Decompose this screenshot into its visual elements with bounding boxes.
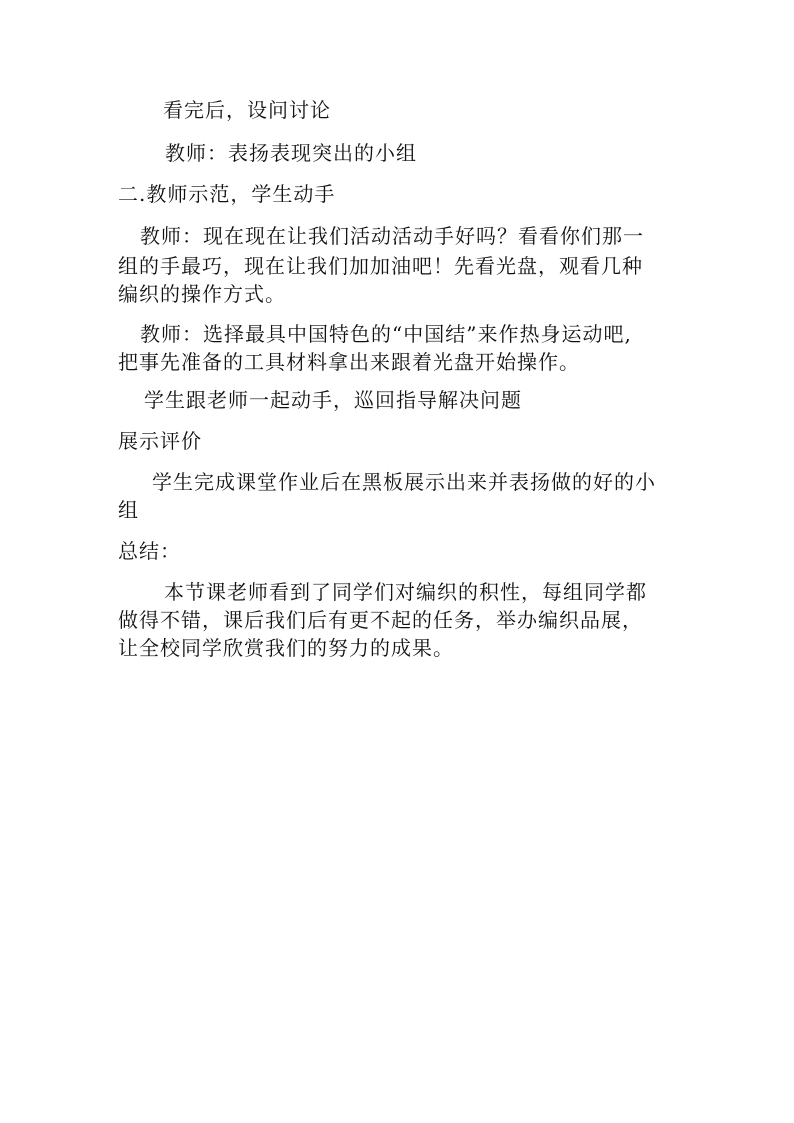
paragraph-line: 学生完成课堂作业后在黑板展示出来并表扬做的好的小 <box>152 470 656 494</box>
paragraph-line: 把事先准备的工具材料拿出来跟着光盘开始操作。 <box>118 350 580 374</box>
paragraph-line: 做得不错，课后我们后有更不起的任务，举办编织品展， <box>118 608 643 632</box>
section-heading: 总结： <box>118 539 181 563</box>
section-heading: 二.教师示范，学生动手 <box>118 182 336 206</box>
paragraph-line: 学生跟老师一起动手，巡回指导解决问题 <box>144 388 522 412</box>
paragraph-line: 组 <box>118 498 139 522</box>
paragraph-line: 教师：表扬表现突出的小组 <box>165 141 417 165</box>
paragraph-line: 编织的操作方式。 <box>118 282 286 306</box>
paragraph-line: 让全校同学欣赏我们的努力的成果。 <box>118 636 454 660</box>
paragraph-line: 教师：现在现在让我们活动活动手好吗？看看你们那一 <box>140 224 644 248</box>
paragraph-line: 本节课老师看到了同学们对编织的积性，每组同学都 <box>164 580 647 604</box>
paragraph-line: 看完后，设问讨论 <box>163 98 331 122</box>
paragraph-line: 组的手最巧，现在让我们加加油吧！先看光盘，观看几种 <box>118 254 643 278</box>
paragraph-line: 教师：选择最具中国特色的“中国结”来作热身运动吧, <box>140 322 632 346</box>
section-heading: 展示评价 <box>118 429 202 453</box>
